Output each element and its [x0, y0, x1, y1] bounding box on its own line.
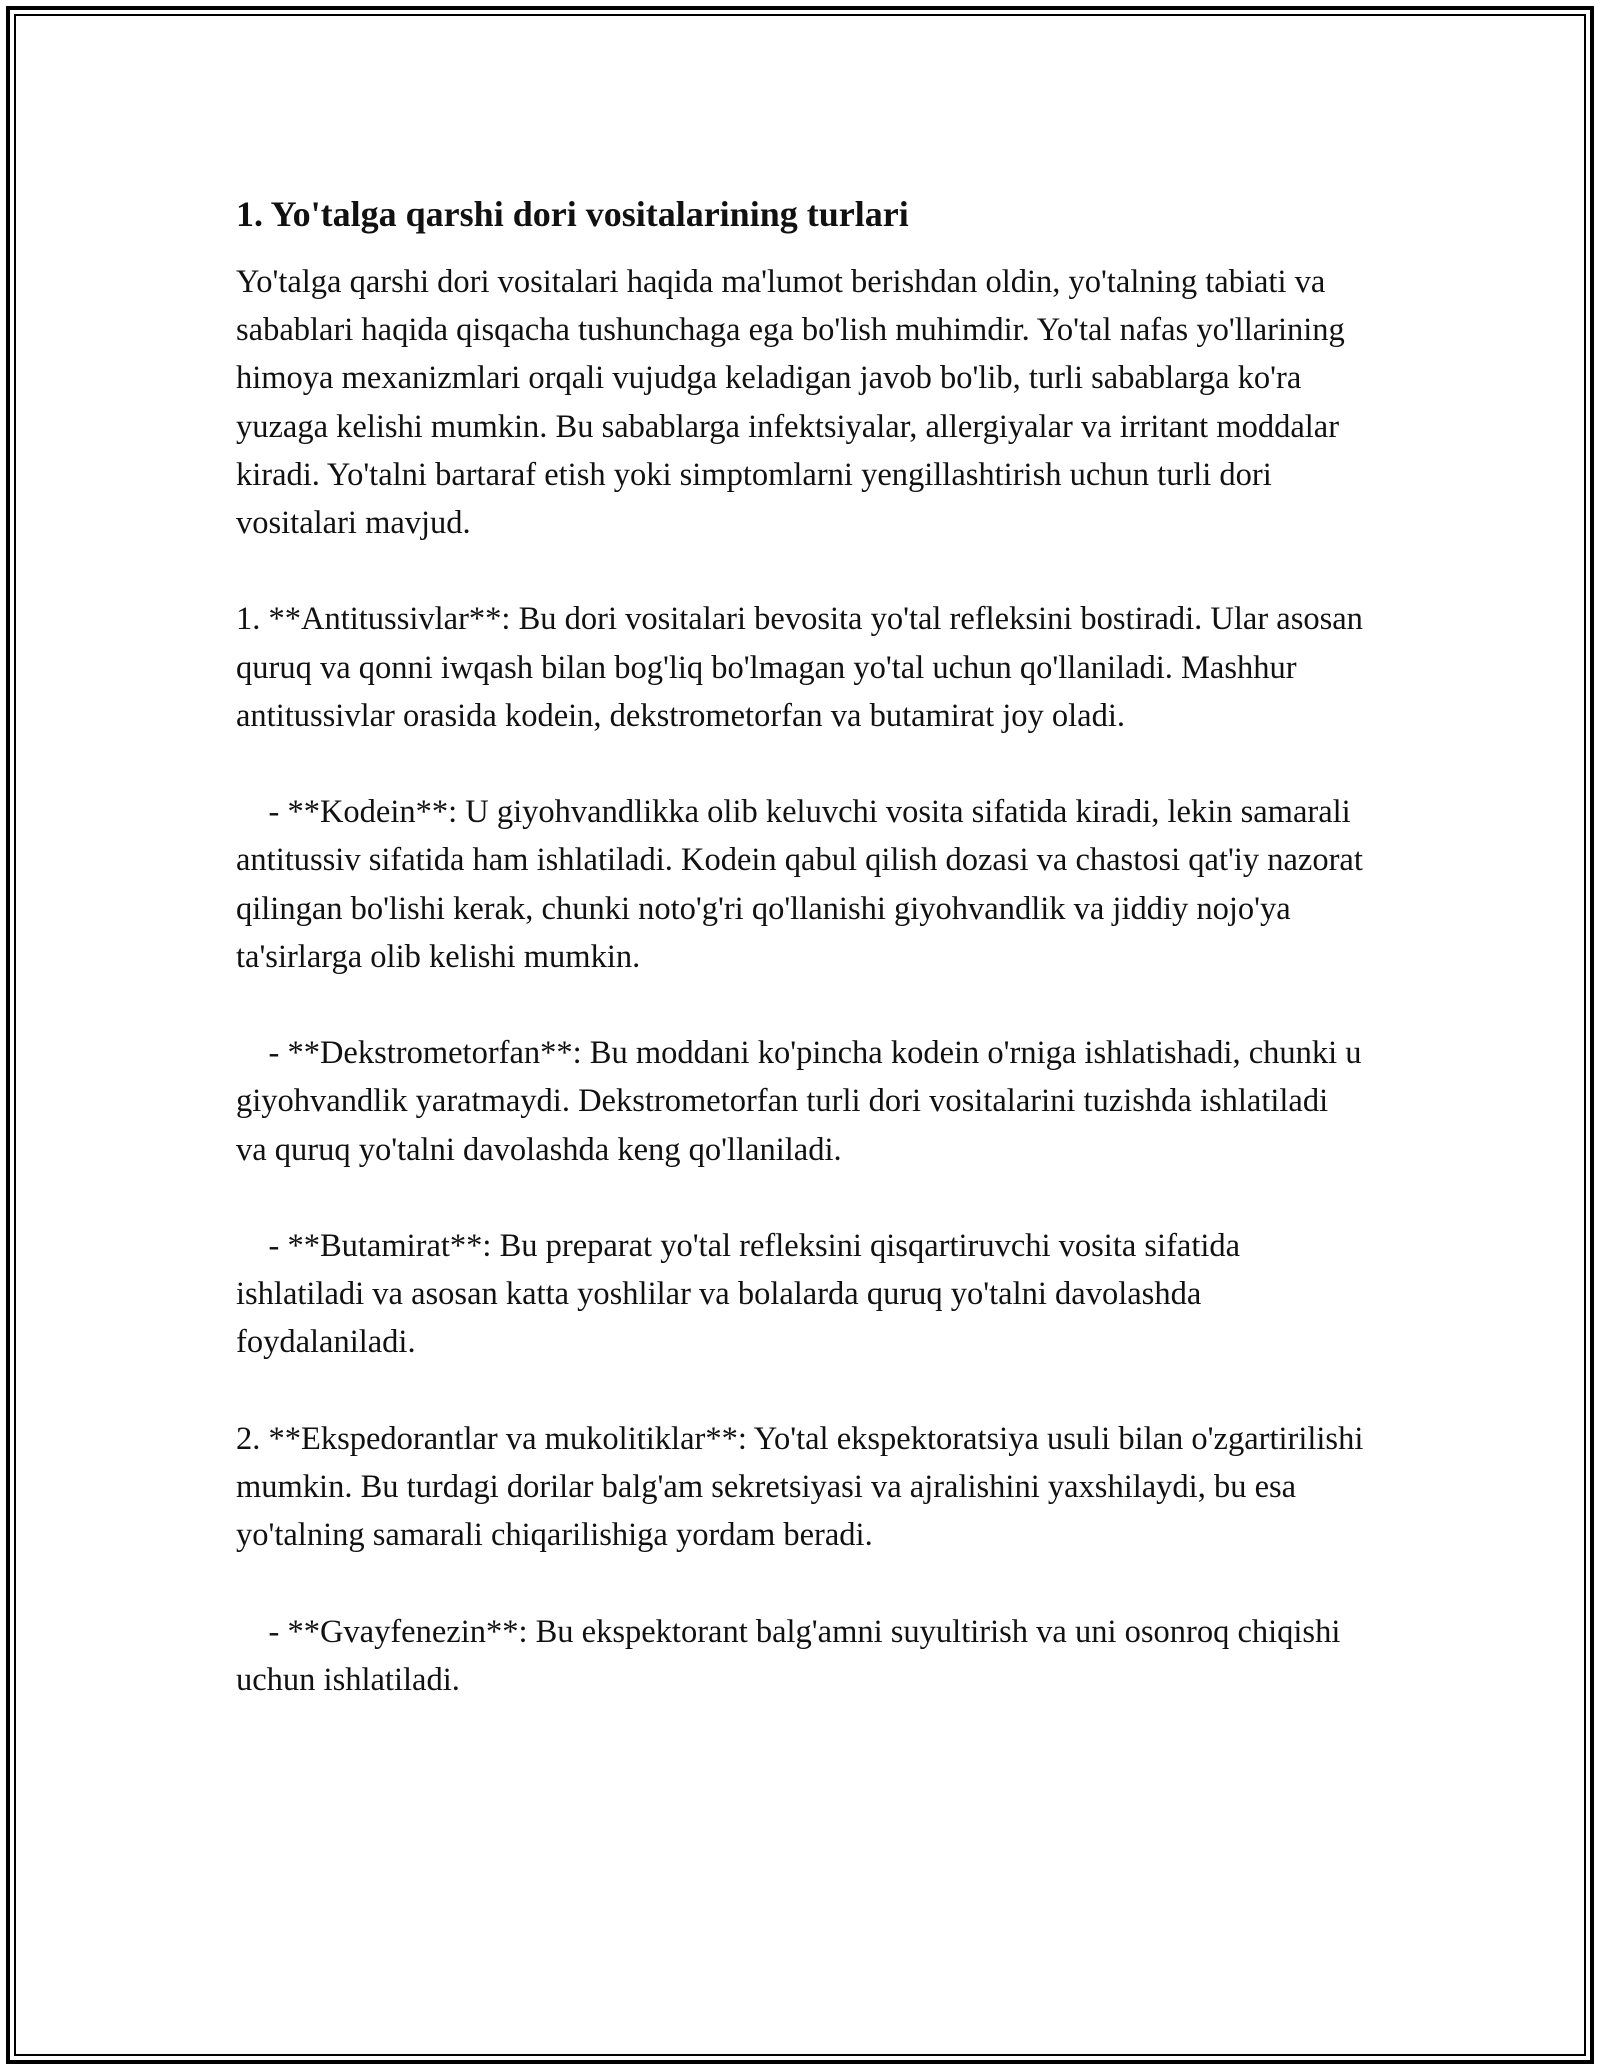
paragraph-gap: [236, 1367, 1366, 1415]
paragraph-gap: [236, 1174, 1366, 1222]
list-item-antitussives: 1. **Antitussivlar**: Bu dori vositalari bevosita yo'tal refleksini bostiradi. Ular asosan quruq va qonni iwqash bilan bog'liq bo'lmagan yo'tal uchun qo'llaniladi. Mashhur antitussivlar orasida kodein, dekstrometorfan va butamirat joy oladi.: [236, 601, 1372, 734]
sub-item-kodein: - **Kodein**: U giyohvandlikka olib keluvchi vosita sifatida kiradi, lekin samarali antitussiv sifatida ham ishlatiladi. Kodein qabul qilish dozasi va chastosi qat'iy nazorat qilingan bo'lishi kerak, chunki noto'g'ri qo'llanishi giyohvandlik va jiddiy nojo'ya ta'sirlarga olib kelishi mumkin.: [236, 794, 1371, 975]
paragraph-gap: [236, 981, 1366, 1029]
paragraph-gap: [236, 547, 1366, 595]
paragraph-gap: [236, 740, 1366, 788]
sub-item-butamirat: - **Butamirat**: Bu preparat yo'tal refleksini qisqartiruvchi vosita sifatida ishlatiladi va asosan katta yoshlilar va bolalarda quruq yo'talni davolashda foydalaniladi.: [236, 1228, 1249, 1361]
intro-paragraph: Yo'talga qarshi dori vositalari haqida ma'lumot berishdan oldin, yo'talning tabiati va sabablari haqida qisqacha tushunchaga ega bo'lish muhimdir. Yo'tal nafas yo'llarining himoya mexanizmlari orqali vujudga keladigan javob bo'lib, turli sabablarga ko'ra yuzaga kelishi mumkin. Bu sabablarga infektsiyalar, allergiyalar va irritant moddalar kiradi. Yo'talni bartaraf etish yoki simptomlarni yengillashtirish uchun turli dori vositalari mavjud.: [236, 264, 1353, 542]
paragraph-gap: [236, 1559, 1366, 1607]
sub-item-dekstrometorfan: - **Dekstrometorfan**: Bu moddani ko'pincha kodein o'rniga ishlatishadi, chunki u giyohvandlik yaratmaydi. Dekstrometorfan turli dori vositalarini tuzishda ishlatiladi va quruq yo'talni davolashda keng qo'llaniladi.: [236, 1035, 1370, 1168]
list-item-expectorants: 2. **Ekspedorantlar va mukolitiklar**: Yo'tal ekspektoratsiya usuli bilan o'zgartirilishi mumkin. Bu turdagi dorilar balg'am sekretsiyasi va ajralishini yaxshilaydi, bu esa yo'talning samarali chiqarilishiga yordam beradi.: [236, 1420, 1372, 1554]
sub-item-gvayfenezin: - **Gvayfenezin**: Bu ekspektorant balg'amni suyultirish va uni osonroq chiqishi uchun ishlatiladi.: [236, 1613, 1349, 1698]
section-heading: 1. Yo'talga qarshi dori vositalarining turlari: [236, 194, 909, 234]
document-body: [236, 186, 1372, 1704]
